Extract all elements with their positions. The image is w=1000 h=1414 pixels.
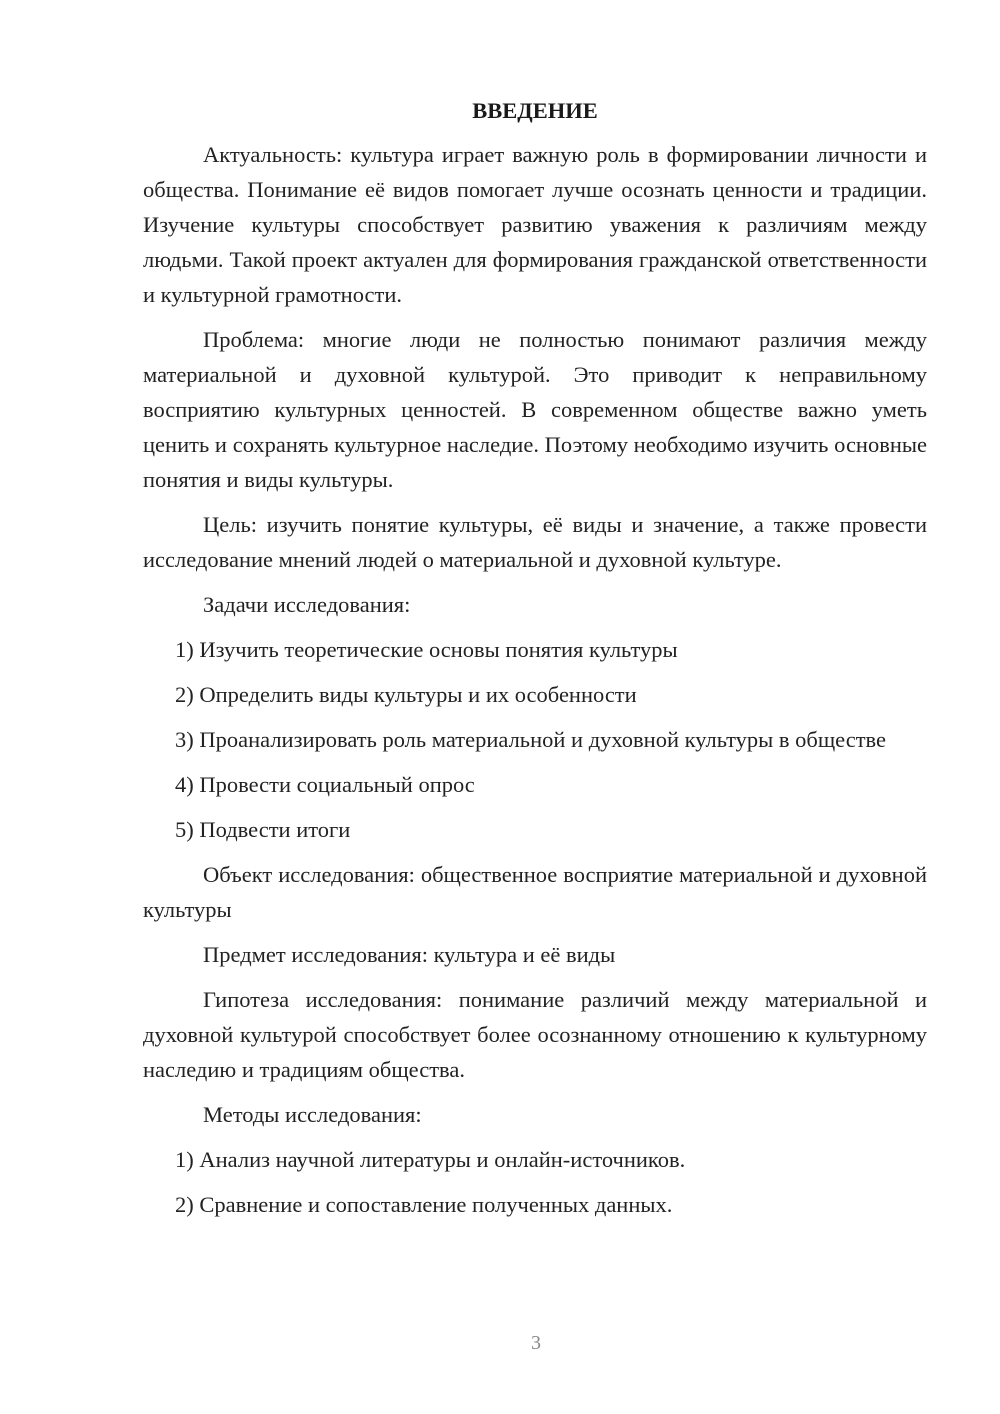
- task-list-item: 3) Проанализировать роль материальной и духовной культуры в обществе: [175, 727, 887, 752]
- paragraph-relevance: Актуальность: культура играет важную роль в формировании личности и общества. Понимание её видов помогает лучше осознать ценности и традиции. Изучение культуры способствует развитию уважения к различиям между людьми. Такой проект актуален для формирования гражданской ответственности и культурной грамотности.: [143, 142, 927, 307]
- paragraph-object: Объект исследования: общественное восприятие материальной и духовной культуры: [143, 862, 927, 922]
- paragraph-tasks-heading: Задачи исследования:: [203, 592, 411, 617]
- paragraph-hypothesis: Гипотеза исследования: понимание различий между материальной и духовной культурой способствует более осознанному отношению к культурному наследию и традициям общества.: [143, 987, 927, 1082]
- section-title: ВВЕДЕНИЕ: [472, 98, 598, 123]
- paragraph-goal: Цель: изучить понятие культуры, её виды и значение, а также провести исследование мнений людей о материальной и духовной культуре.: [143, 512, 927, 572]
- page-content: [143, 93, 927, 1232]
- method-list-item: 1) Анализ научной литературы и онлайн-источников.: [175, 1147, 686, 1172]
- task-list-item: 5) Подвести итоги: [175, 817, 351, 842]
- task-list-item: 2) Определить виды культуры и их особенности: [175, 682, 637, 707]
- paragraph-problem: Проблема: многие люди не полностью понимают различия между материальной и духовной культурой. Это приводит к неправильному восприятию культурных ценностей. В современном обществе важно уметь ценить и сохранять культурное наследие. Поэтому необходимо изучить основные понятия и виды культуры.: [143, 327, 927, 492]
- page-number: 3: [531, 1332, 541, 1354]
- paragraph-subject: Предмет исследования: культура и её виды: [203, 942, 616, 967]
- task-list-item: 1) Изучить теоретические основы понятия культуры: [175, 637, 678, 662]
- method-list-item: 2) Сравнение и сопоставление полученных данных.: [175, 1192, 673, 1217]
- task-list-item: 4) Провести социальный опрос: [175, 772, 475, 797]
- paragraph-methods-heading: Методы исследования:: [203, 1102, 422, 1127]
